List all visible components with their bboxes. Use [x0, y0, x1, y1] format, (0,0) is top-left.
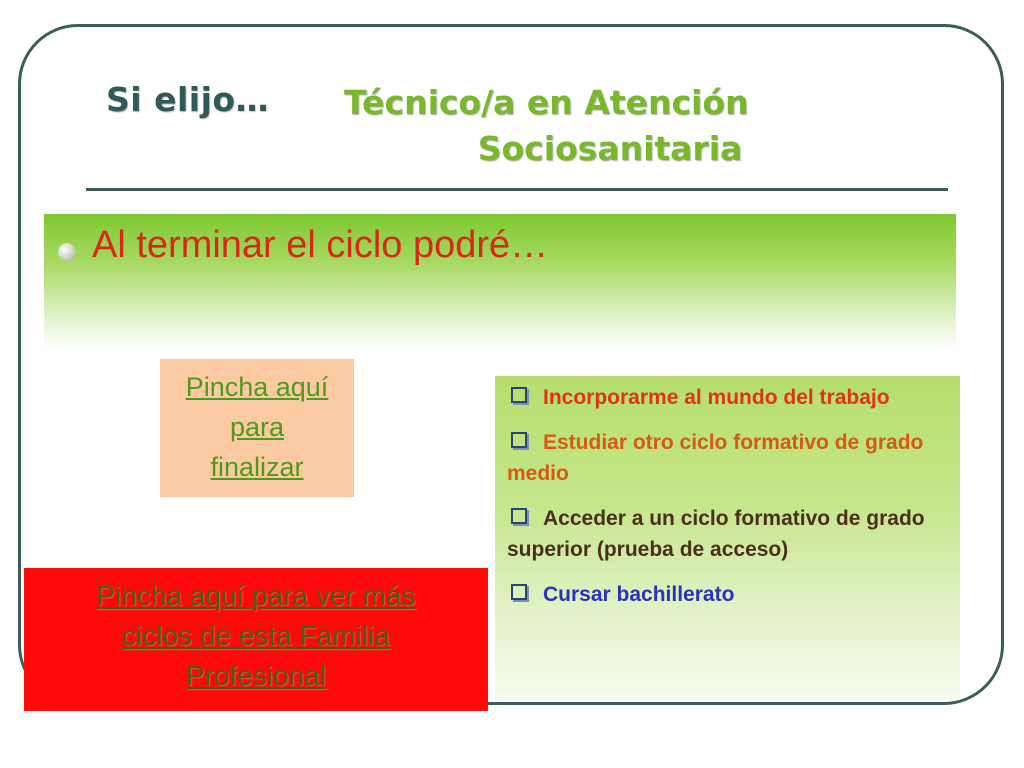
option-item [507, 427, 948, 489]
finish-link-line-2[interactable]: para [229, 412, 285, 442]
checkbox-square-icon [511, 432, 527, 448]
checkbox-square-icon [511, 387, 527, 403]
bullet-dot-icon [58, 243, 76, 261]
checkbox-square-icon [511, 508, 527, 524]
finish-link-line-3[interactable]: finalizar [210, 452, 304, 482]
subtitle-text: Al terminar el ciclo podré… [92, 224, 549, 266]
options-list [495, 376, 960, 700]
more-link-line-3[interactable]: Profesional [185, 660, 327, 691]
title-line-1: Técnico/a en Atención [344, 83, 749, 122]
title-line-2: Sociosanitaria [477, 129, 743, 168]
title-prefix: Si elijo… [106, 80, 270, 119]
page-title [340, 80, 880, 172]
finish-link-box[interactable] [160, 359, 354, 497]
option-text: Estudiar otro ciclo formativo de grado medio [507, 431, 924, 485]
option-item [507, 503, 948, 565]
more-link-line-2[interactable]: ciclos de esta Familia [122, 620, 390, 651]
finish-link[interactable] [160, 367, 354, 487]
checkbox-square-icon [511, 584, 527, 600]
option-text: Acceder a un ciclo formativo de grado superior (prueba de acceso) [507, 507, 925, 561]
option-text: Incorporarme al mundo del trabajo [543, 386, 890, 409]
finish-link-line-1[interactable]: Pincha aquí [185, 372, 329, 402]
option-item [507, 579, 948, 610]
more-cycles-box[interactable] [24, 568, 488, 711]
title-divider [86, 188, 948, 191]
more-link-line-1[interactable]: Pincha aquí para ver más [96, 580, 416, 611]
more-cycles-link[interactable] [24, 576, 488, 696]
option-text: Cursar bachillerato [543, 583, 735, 606]
option-item [507, 382, 948, 413]
